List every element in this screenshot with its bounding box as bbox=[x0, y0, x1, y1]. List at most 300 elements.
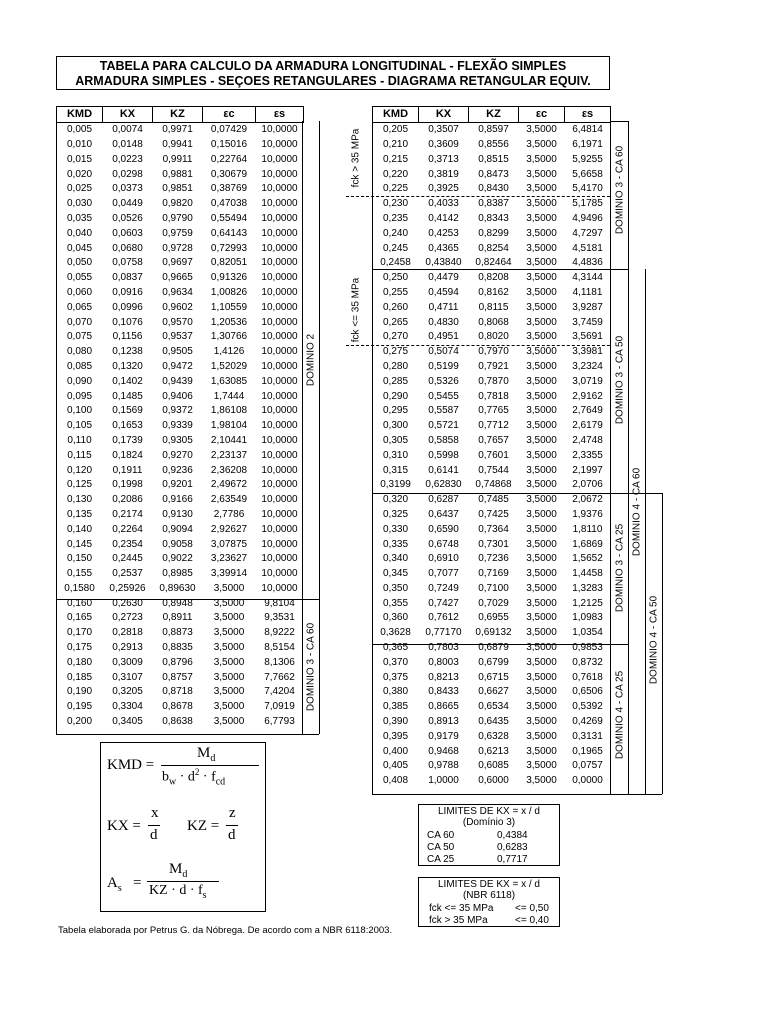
es-cell: 0,3131 bbox=[572, 730, 603, 742]
es-cell: 0,5392 bbox=[572, 701, 603, 713]
limits-dominio3-subtitle: (Domínio 3) bbox=[462, 817, 516, 828]
kz-cell: 0,9022 bbox=[162, 553, 193, 565]
kz-cell: 0,8718 bbox=[162, 686, 193, 698]
kz-cell: 0,9790 bbox=[162, 212, 193, 224]
kmd-cell: 0,080 bbox=[66, 346, 93, 358]
kmd-cell: 0,195 bbox=[66, 701, 93, 713]
table-row bbox=[373, 315, 611, 330]
left-table bbox=[56, 106, 321, 729]
kz-cell: 0,9634 bbox=[162, 286, 193, 298]
kmd-cell: 0,065 bbox=[66, 301, 93, 313]
kmd-cell: 0,385 bbox=[382, 701, 409, 713]
kz-cell: 0,8873 bbox=[162, 627, 193, 639]
ec-cell: 3,07875 bbox=[210, 538, 248, 550]
kmd-cell: 0,205 bbox=[382, 124, 409, 136]
domain-label-cell bbox=[304, 419, 321, 434]
table-row bbox=[373, 729, 611, 744]
es-cell: 4,1181 bbox=[572, 286, 603, 298]
kz-cell: 0,9759 bbox=[162, 227, 193, 239]
kz-cell: 0,9851 bbox=[162, 183, 193, 195]
limits-dominio3-value: 0,6283 bbox=[497, 842, 528, 853]
ec-cell: 0,38769 bbox=[210, 183, 248, 195]
label-dominio-4-ca25: DOMINIO 4 - CA 25 bbox=[614, 670, 626, 760]
table-row bbox=[373, 389, 611, 404]
ec-cell: 0,72993 bbox=[210, 242, 248, 254]
es-cell: 6,7793 bbox=[264, 716, 295, 728]
ec-cell: 3,5000 bbox=[526, 479, 557, 491]
formula-as-lhs: $A_s$ bbox=[107, 875, 122, 894]
kz-cell: 0,9166 bbox=[162, 494, 193, 506]
es-cell: 0,4269 bbox=[572, 716, 603, 728]
kz-cell: 0,7485 bbox=[478, 494, 509, 506]
title-line-2: ARMADURA SIMPLES - SEÇOES RETANGULARES - DIAGRAMA RETANGULAR EQUIV. bbox=[75, 74, 591, 88]
kz-cell: 0,8473 bbox=[478, 168, 509, 180]
domain-label-cell bbox=[304, 256, 321, 271]
kx-cell: 0,7077 bbox=[428, 568, 459, 580]
table-row bbox=[373, 271, 611, 286]
ec-cell: 2,36208 bbox=[210, 464, 248, 476]
kz-cell: 0,7100 bbox=[478, 582, 509, 594]
ec-cell: 3,5000 bbox=[526, 346, 557, 358]
kmd-cell: 0,275 bbox=[382, 346, 409, 358]
ec-cell: 3,5000 bbox=[526, 227, 557, 239]
ec-cell: 3,5000 bbox=[213, 597, 245, 609]
limits-nbr-label: fck > 35 MPa bbox=[429, 915, 488, 926]
kmd-cell: 0,225 bbox=[382, 183, 409, 195]
kmd-cell: 0,255 bbox=[382, 286, 409, 298]
ec-cell: 0,47038 bbox=[210, 198, 248, 210]
es-cell: 10,0000 bbox=[261, 212, 298, 224]
label-dominio-4-ca60: DOMINIO 4 - CA 60 bbox=[631, 467, 643, 557]
kx-cell: 0,5858 bbox=[428, 434, 459, 446]
es-cell: 10,0000 bbox=[261, 508, 298, 520]
kmd-cell: 0,170 bbox=[66, 627, 93, 639]
left-table-body bbox=[57, 122, 321, 729]
kx-cell: 0,0603 bbox=[112, 227, 143, 239]
ec-cell: 2,10441 bbox=[210, 434, 248, 446]
es-cell: 1,0354 bbox=[572, 627, 603, 639]
fck-dashed-1 bbox=[346, 196, 610, 197]
table-row bbox=[57, 611, 321, 626]
kmd-cell: 0,085 bbox=[66, 360, 93, 372]
table-row bbox=[373, 182, 611, 197]
kmd-cell: 0,300 bbox=[382, 420, 409, 432]
table-row bbox=[57, 182, 321, 197]
kmd-cell: 0,145 bbox=[66, 538, 93, 550]
es-cell: 5,9255 bbox=[572, 153, 603, 165]
es-cell: 4,5181 bbox=[572, 242, 603, 254]
kx-cell: 0,5998 bbox=[428, 449, 459, 461]
table-row bbox=[57, 478, 321, 493]
kx-cell: 0,3009 bbox=[112, 656, 143, 668]
table-row bbox=[373, 759, 611, 774]
kx-cell: 1,0000 bbox=[428, 775, 459, 787]
es-cell: 3,0719 bbox=[572, 375, 603, 387]
right-sep-3 bbox=[372, 644, 628, 645]
kz-cell: 0,6715 bbox=[478, 671, 509, 683]
es-cell: 10,0000 bbox=[261, 331, 298, 343]
kx-cell: 0,2264 bbox=[112, 523, 143, 535]
kz-cell: 0,8254 bbox=[478, 242, 509, 254]
es-cell: 10,0000 bbox=[261, 494, 298, 506]
table-row bbox=[373, 715, 611, 730]
kmd-cell: 0,395 bbox=[382, 730, 409, 742]
right-sep-1 bbox=[372, 269, 628, 270]
table-row bbox=[57, 448, 321, 463]
kmd-cell: 0,330 bbox=[382, 523, 409, 535]
kz-cell: 0,8796 bbox=[162, 656, 193, 668]
kx-cell: 0,2537 bbox=[112, 568, 143, 580]
col-header-kmd: KMD bbox=[373, 107, 419, 123]
formula-as-eq: = bbox=[133, 875, 142, 891]
kmd-cell: 0,335 bbox=[382, 538, 409, 550]
right-table-body bbox=[373, 122, 611, 788]
es-cell: 10,0000 bbox=[261, 183, 298, 195]
left-table-border-right bbox=[319, 121, 320, 734]
kx-cell: 0,0916 bbox=[112, 286, 143, 298]
kmd-cell: 0,160 bbox=[66, 597, 93, 609]
ec-cell: 3,5000 bbox=[526, 434, 557, 446]
es-cell: 10,0000 bbox=[261, 360, 298, 372]
col-header-ec: εc bbox=[519, 107, 565, 123]
kz-cell: 0,6213 bbox=[478, 745, 509, 757]
limits-dominio3-value: 0,4384 bbox=[497, 830, 528, 841]
table-row bbox=[373, 419, 611, 434]
kmd-cell: 0,390 bbox=[382, 716, 409, 728]
domain-label-cell bbox=[304, 241, 321, 256]
kx-cell: 0,0449 bbox=[112, 198, 143, 210]
kz-cell: 0,9602 bbox=[162, 301, 193, 313]
kx-cell: 0,0526 bbox=[112, 212, 143, 224]
domain-label-cell bbox=[304, 152, 321, 167]
formula-kz-num: z bbox=[229, 805, 236, 821]
kz-cell: 0,7425 bbox=[478, 508, 509, 520]
kx-cell: 0,77170 bbox=[425, 627, 462, 639]
left-table-header bbox=[57, 107, 321, 123]
kx-cell: 0,0680 bbox=[112, 242, 143, 254]
kmd-cell: 0,130 bbox=[66, 494, 93, 506]
domain-label-cell bbox=[304, 582, 321, 597]
kz-cell: 0,7712 bbox=[478, 420, 509, 432]
ec-cell: 3,5000 bbox=[526, 153, 557, 165]
right-sep-2 bbox=[372, 493, 628, 494]
kz-cell: 0,9971 bbox=[162, 124, 193, 136]
label-fck-le35: fck <= 35 MPa bbox=[350, 277, 362, 343]
kx-cell: 0,6287 bbox=[428, 494, 459, 506]
kmd-cell: 0,155 bbox=[66, 568, 93, 580]
kmd-cell: 0,408 bbox=[382, 775, 409, 787]
domain-col-2 bbox=[645, 269, 646, 794]
table-row bbox=[57, 404, 321, 419]
es-cell: 0,9853 bbox=[572, 642, 603, 654]
kz-cell: 0,9339 bbox=[162, 420, 193, 432]
kz-cell: 0,82464 bbox=[475, 257, 512, 269]
table-row bbox=[57, 641, 321, 656]
kx-cell: 0,1998 bbox=[112, 479, 143, 491]
ec-cell: 3,5000 bbox=[526, 775, 557, 787]
table-row bbox=[373, 286, 611, 301]
kmd-cell: 0,110 bbox=[67, 434, 92, 446]
kx-cell: 0,5074 bbox=[428, 346, 459, 358]
table-row bbox=[57, 256, 321, 271]
kmd-cell: 0,120 bbox=[66, 464, 93, 476]
es-cell: 10,0000 bbox=[261, 286, 298, 298]
es-cell: 8,9222 bbox=[264, 627, 295, 639]
kx-cell: 0,2818 bbox=[112, 627, 143, 639]
kx-cell: 0,0373 bbox=[112, 183, 143, 195]
kz-cell: 0,6955 bbox=[478, 612, 509, 624]
domain-col-1 bbox=[628, 121, 629, 794]
es-cell: 6,4814 bbox=[572, 124, 603, 136]
kmd-cell: 0,025 bbox=[66, 183, 93, 195]
table-row bbox=[373, 655, 611, 670]
ec-cell: 1,20536 bbox=[210, 316, 248, 328]
kz-cell: 0,74868 bbox=[475, 479, 512, 491]
formula-kmd-lhs: KMD = bbox=[107, 757, 155, 773]
table-row bbox=[57, 167, 321, 182]
kx-cell: 0,3713 bbox=[428, 153, 459, 165]
ec-cell: 2,23137 bbox=[210, 449, 248, 461]
ec-cell: 3,5000 bbox=[526, 212, 557, 224]
formula-as-denominator: KZ · $d \cdot f_s$ bbox=[149, 883, 207, 901]
kx-cell: 0,1402 bbox=[112, 375, 143, 387]
kx-cell: 0,6748 bbox=[428, 538, 459, 550]
es-cell: 3,5691 bbox=[572, 331, 603, 343]
kmd-cell: 0,230 bbox=[382, 198, 409, 210]
kx-cell: 0,1569 bbox=[112, 405, 143, 417]
kmd-cell: 0,260 bbox=[382, 301, 409, 313]
kmd-cell: 0,115 bbox=[67, 449, 92, 461]
table-row bbox=[373, 626, 611, 641]
kx-cell: 0,4033 bbox=[428, 198, 459, 210]
kmd-cell: 0,215 bbox=[382, 153, 409, 165]
kz-cell: 0,8208 bbox=[478, 272, 509, 284]
kx-cell: 0,43840 bbox=[425, 257, 462, 269]
kx-cell: 0,3925 bbox=[428, 183, 459, 195]
es-cell: 4,3144 bbox=[572, 272, 603, 284]
es-cell: 10,0000 bbox=[261, 479, 298, 491]
table-row bbox=[373, 241, 611, 256]
formula-kmd-bar bbox=[161, 765, 259, 766]
ec-cell: 3,5000 bbox=[213, 656, 245, 668]
es-cell: 1,4458 bbox=[572, 568, 603, 580]
es-cell: 0,7618 bbox=[572, 671, 603, 683]
table-row bbox=[373, 744, 611, 759]
domain-label-cell bbox=[304, 315, 321, 330]
formula-kx-num: x bbox=[151, 805, 159, 821]
table-row bbox=[373, 152, 611, 167]
domain-label-cell bbox=[304, 138, 321, 153]
kz-cell: 0,9472 bbox=[162, 360, 193, 372]
kz-cell: 0,6435 bbox=[478, 716, 509, 728]
domain-label-cell bbox=[304, 537, 321, 552]
table-row bbox=[373, 552, 611, 567]
kz-cell: 0,8068 bbox=[478, 316, 509, 328]
kmd-cell: 0,3628 bbox=[380, 627, 411, 639]
kx-cell: 0,8433 bbox=[428, 686, 459, 698]
ec-cell: 0,55494 bbox=[210, 212, 248, 224]
ec-cell: 3,5000 bbox=[213, 612, 245, 624]
es-cell: 8,5154 bbox=[264, 642, 295, 654]
kx-cell: 0,5587 bbox=[428, 405, 459, 417]
table-row bbox=[373, 774, 611, 789]
right-table-border-left bbox=[372, 121, 373, 794]
label-dominio-3-ca25: DOMINIO 3 - CA 25 bbox=[614, 523, 626, 613]
kmd-cell: 0,090 bbox=[66, 375, 93, 387]
ec-cell: 3,5000 bbox=[526, 286, 557, 298]
kz-cell: 0,7970 bbox=[478, 346, 509, 358]
ec-cell: 3,5000 bbox=[526, 198, 557, 210]
kx-cell: 0,4711 bbox=[428, 301, 459, 313]
ec-cell: 3,5000 bbox=[526, 568, 557, 580]
table-row bbox=[373, 567, 611, 582]
limits-dominio3-box bbox=[418, 804, 560, 866]
kx-cell: 0,3609 bbox=[428, 138, 459, 150]
domain-label-cell bbox=[304, 552, 321, 567]
formula-as-numerator: $M_d$ bbox=[169, 861, 188, 880]
kx-cell: 0,7249 bbox=[428, 582, 459, 594]
es-cell: 10,0000 bbox=[261, 227, 298, 239]
es-cell: 0,0000 bbox=[572, 775, 603, 787]
footnote: Tabela elaborada por Petrus G. da Nóbrega. De acordo com a NBR 6118:2003. bbox=[58, 925, 393, 936]
ec-cell: 0,64143 bbox=[210, 227, 248, 239]
kx-cell: 0,2445 bbox=[112, 553, 143, 565]
es-cell: 3,3981 bbox=[572, 346, 603, 358]
table-row bbox=[373, 330, 611, 345]
es-cell: 10,0000 bbox=[261, 346, 298, 358]
ec-cell: 1,4126 bbox=[213, 346, 245, 358]
ec-cell: 3,5000 bbox=[526, 301, 557, 313]
table-row bbox=[373, 493, 611, 508]
es-cell: 10,0000 bbox=[261, 405, 298, 417]
es-cell: 10,0000 bbox=[261, 168, 298, 180]
es-cell: 1,9376 bbox=[572, 508, 603, 520]
ec-cell: 3,5000 bbox=[526, 508, 557, 520]
kz-cell: 0,9941 bbox=[162, 138, 193, 150]
ec-cell: 3,5000 bbox=[526, 671, 557, 683]
limits-dominio3-label: CA 50 bbox=[427, 842, 455, 853]
kmd-cell: 0,345 bbox=[382, 568, 409, 580]
ec-cell: 3,5000 bbox=[526, 316, 557, 328]
title-box bbox=[56, 56, 610, 90]
kx-cell: 0,3405 bbox=[112, 716, 143, 728]
kmd-cell: 0,295 bbox=[382, 405, 409, 417]
es-cell: 1,2125 bbox=[572, 597, 603, 609]
ec-cell: 1,63085 bbox=[210, 375, 248, 387]
ec-cell: 3,5000 bbox=[213, 627, 245, 639]
ec-cell: 1,30766 bbox=[210, 331, 248, 343]
limits-nbr-box bbox=[418, 877, 560, 927]
es-cell: 7,4204 bbox=[264, 686, 295, 698]
kz-cell: 0,6799 bbox=[478, 656, 509, 668]
es-cell: 2,6179 bbox=[572, 420, 603, 432]
limits-nbr-label: fck <= 35 MPa bbox=[429, 903, 494, 914]
domain-col-top bbox=[610, 121, 628, 122]
kx-cell: 0,9468 bbox=[428, 745, 459, 757]
formula-kmd-denominator: $b_w \cdot d^2 \cdot f_{cd}$ bbox=[162, 767, 226, 788]
kmd-cell: 0,380 bbox=[382, 686, 409, 698]
ec-cell: 2,7786 bbox=[213, 508, 245, 520]
kmd-cell: 0,100 bbox=[66, 405, 93, 417]
es-cell: 9,3531 bbox=[264, 612, 295, 624]
kmd-cell: 0,305 bbox=[382, 434, 409, 446]
ec-cell: 0,07429 bbox=[210, 124, 248, 136]
left-table-border-left bbox=[56, 121, 57, 734]
label-dominio-3-ca60-left: DOMINIO 3 - CA 60 bbox=[305, 622, 317, 712]
domain-label-cell bbox=[304, 404, 321, 419]
kz-cell: 0,8299 bbox=[478, 227, 509, 239]
kx-cell: 0,2086 bbox=[112, 494, 143, 506]
kmd-cell: 0,135 bbox=[66, 508, 93, 520]
kmd-cell: 0,270 bbox=[382, 331, 409, 343]
limits-dominio3-label: CA 60 bbox=[427, 830, 455, 841]
ec-cell: 3,5000 bbox=[213, 686, 245, 698]
limits-nbr-value: <= 0,50 bbox=[515, 903, 549, 914]
ec-cell: 3,5000 bbox=[526, 745, 557, 757]
kx-cell: 0,8913 bbox=[428, 716, 459, 728]
kz-cell: 0,9537 bbox=[162, 331, 193, 343]
table-row bbox=[57, 522, 321, 537]
kmd-cell: 0,185 bbox=[66, 671, 93, 683]
ec-cell: 1,86108 bbox=[210, 405, 248, 417]
right-table-border-right bbox=[610, 121, 611, 794]
kx-cell: 0,5721 bbox=[428, 420, 459, 432]
kmd-cell: 0,3199 bbox=[380, 479, 411, 491]
table-row bbox=[373, 404, 611, 419]
kx-cell: 0,4142 bbox=[428, 212, 459, 224]
kx-cell: 0,1653 bbox=[112, 420, 143, 432]
kz-cell: 0,6000 bbox=[478, 775, 509, 787]
formula-kx-bar bbox=[148, 825, 160, 826]
kz-cell: 0,8638 bbox=[162, 716, 193, 728]
kx-cell: 0,3304 bbox=[112, 701, 143, 713]
kmd-cell: 0,030 bbox=[66, 198, 93, 210]
kz-cell: 0,7544 bbox=[478, 464, 509, 476]
ec-cell: 3,5000 bbox=[213, 701, 245, 713]
ec-cell: 3,39914 bbox=[210, 568, 248, 580]
kmd-cell: 0,050 bbox=[66, 257, 93, 269]
ec-cell: 1,00826 bbox=[210, 286, 248, 298]
table-row bbox=[57, 286, 321, 301]
table-row bbox=[57, 463, 321, 478]
es-cell: 1,0983 bbox=[572, 612, 603, 624]
es-cell: 10,0000 bbox=[261, 390, 298, 402]
table-row bbox=[57, 374, 321, 389]
ec-cell: 3,5000 bbox=[526, 701, 557, 713]
table-row bbox=[57, 626, 321, 641]
table-row bbox=[57, 138, 321, 153]
table-row bbox=[373, 122, 611, 137]
domain-label-cell bbox=[304, 389, 321, 404]
kmd-cell: 0,175 bbox=[66, 642, 93, 654]
limits-dominio3-label: CA 25 bbox=[427, 854, 455, 865]
ec-cell: 3,5000 bbox=[526, 375, 557, 387]
kz-cell: 0,7601 bbox=[478, 449, 509, 461]
formula-kx-den: d bbox=[150, 827, 158, 843]
kz-cell: 0,9236 bbox=[162, 464, 193, 476]
kx-cell: 0,3107 bbox=[112, 671, 143, 683]
ec-cell: 3,23627 bbox=[210, 553, 248, 565]
kmd-cell: 0,2458 bbox=[380, 257, 411, 269]
kmd-cell: 0,315 bbox=[382, 464, 409, 476]
formula-kmd-numerator: $M_d$ bbox=[197, 745, 216, 764]
es-cell: 0,6506 bbox=[572, 686, 603, 698]
kx-cell: 0,1076 bbox=[112, 316, 143, 328]
table-row bbox=[57, 715, 321, 730]
table-row bbox=[373, 522, 611, 537]
table-row bbox=[373, 582, 611, 597]
table-row bbox=[57, 670, 321, 685]
